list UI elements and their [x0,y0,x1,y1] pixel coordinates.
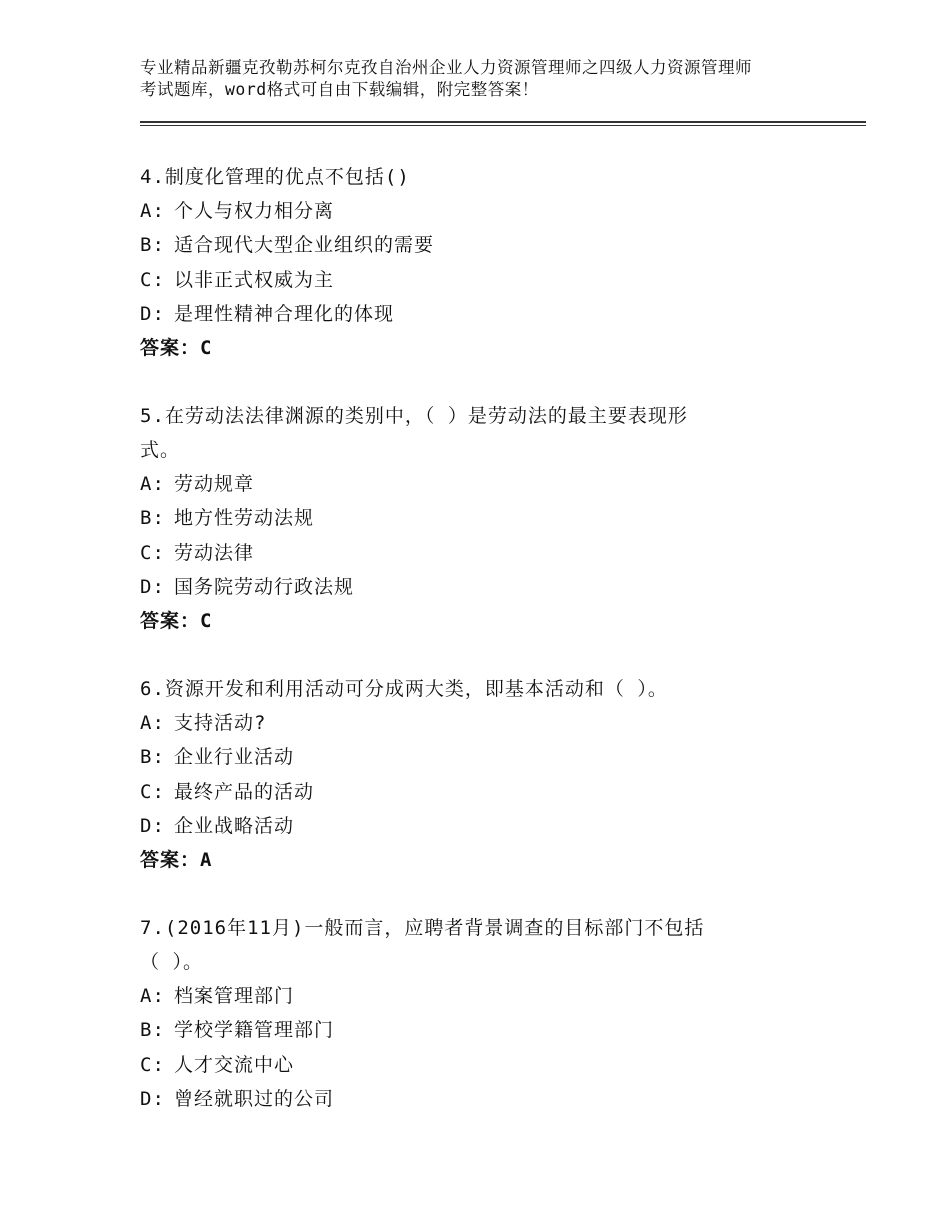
option-letter: D: [140,575,165,598]
question-stem-continued: 式。 [140,439,181,461]
option-letter: A: [140,200,165,222]
option-text: 国务院劳动行政法规 [174,575,355,598]
option-text: 档案管理部门 [174,985,295,1007]
option-b [140,740,840,774]
question-stem-continued: （ ）。 [140,951,203,973]
option-letter: D: [140,1087,165,1110]
option-text: 最终产品的活动 [174,780,315,803]
question-stem: 5.在劳动法法律渊源的类别中，（ ）是劳动法的最主要表现形 [140,405,688,427]
option-letter: A: [140,712,165,734]
option-text: 适合现代大型企业组织的需要 [174,234,435,257]
option-text: 人才交流中心 [174,1053,295,1076]
option-c [140,263,840,297]
option-text: 地方性劳动法规 [174,507,315,530]
option-a [140,467,840,501]
option-d [140,570,840,604]
question-stem: 7.(2016年11月)一般而言，应聘者背景调查的目标部门不包括 [140,917,705,939]
option-a [140,979,840,1013]
answer-line: 答案：C [140,610,213,633]
header-title-line-2: 考试题库，word格式可自由下载编辑，附完整答案！ [140,80,539,99]
option-letter: C: [140,268,165,291]
option-c [140,1048,840,1082]
option-letter: B: [140,746,165,769]
option-text: 是理性精神合理化的体现 [174,302,395,325]
option-d [140,809,840,843]
option-letter: A: [140,473,165,495]
option-text: 个人与权力相分离 [174,200,335,222]
option-c [140,536,840,570]
header-divider-thin [140,125,866,126]
option-text: 劳动法律 [174,541,255,564]
option-c [140,775,840,809]
option-text: 以非正式权威为主 [174,268,335,291]
header-divider-thick [140,121,866,123]
answer-line: 答案：A [140,849,213,872]
answer-line: 答案：C [140,337,213,360]
header-title-line-1: 专业精品新疆克孜勒苏柯尔克孜自治州企业人力资源管理师之四级人力资源管理师 [140,58,752,77]
option-letter: B: [140,507,165,530]
question-6 [140,672,840,877]
option-text: 曾经就职过的公司 [174,1087,335,1110]
option-letter: C: [140,1053,165,1076]
option-letter: C: [140,541,165,564]
option-text: 学校学籍管理部门 [174,1019,335,1042]
question-7 [140,911,840,1116]
option-d [140,1082,840,1116]
option-text: 企业战略活动 [174,814,295,837]
option-letter: A: [140,985,165,1007]
option-letter: D: [140,302,165,325]
question-5 [140,399,840,638]
option-text: 支持活动? [174,712,267,734]
question-stem: 6.资源开发和利用活动可分成两大类，即基本活动和（ ）。 [140,678,668,700]
option-letter: B: [140,234,165,257]
option-b [140,1013,840,1047]
option-text: 企业行业活动 [174,746,295,769]
question-stem: 4.制度化管理的优点不包括() [140,166,410,188]
option-text: 劳动规章 [174,473,255,495]
question-4 [140,160,840,365]
option-a [140,194,840,228]
document-header [140,57,840,101]
option-a [140,706,840,740]
option-letter: D: [140,814,165,837]
option-b [140,501,840,535]
option-letter: B: [140,1019,165,1042]
option-d [140,297,840,331]
option-letter: C: [140,780,165,803]
option-b [140,228,840,262]
